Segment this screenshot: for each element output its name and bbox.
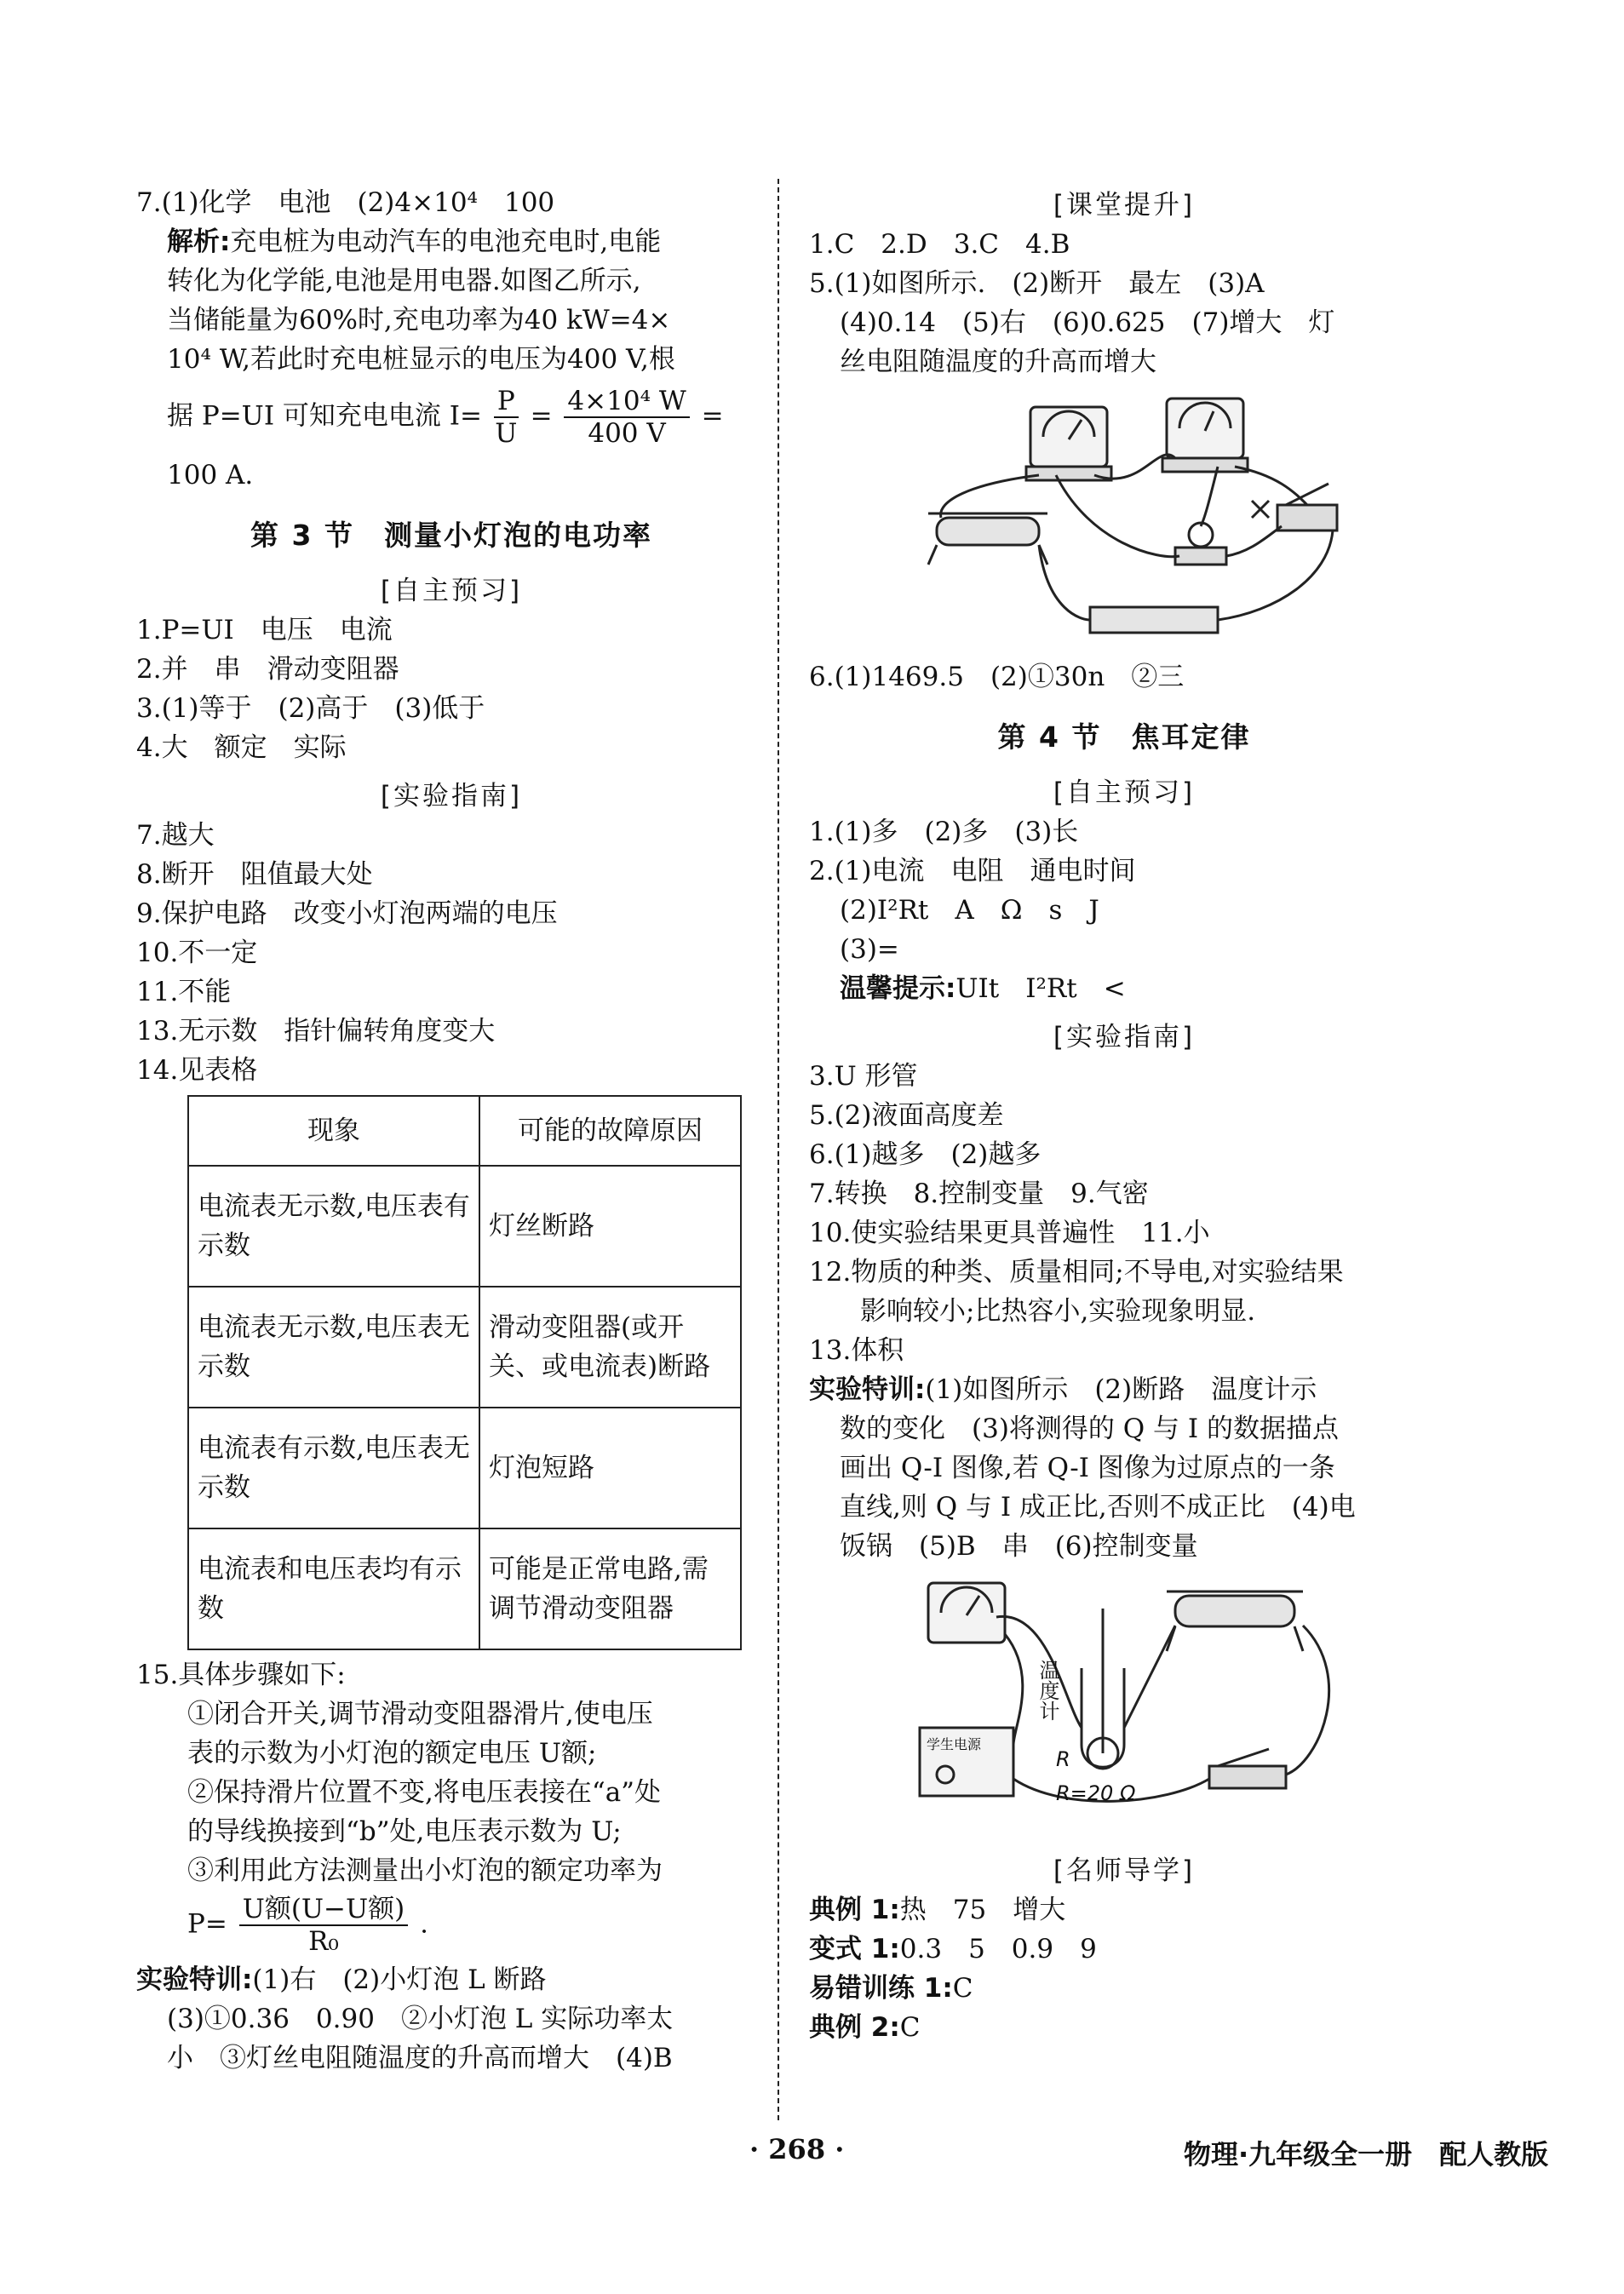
table-row xyxy=(188,1166,741,1287)
circuit-diagram-1 xyxy=(920,390,1380,645)
answer-line: (3)= xyxy=(840,934,899,965)
answer-line: 数的变化 (3)将测得的 Q 与 I 的数据描点 xyxy=(840,1414,1339,1444)
answer-line: 表的示数为小灯泡的额定电压 U额; xyxy=(187,1738,597,1769)
table-cell: 电流表和电压表均有示数 xyxy=(188,1528,479,1649)
teacher-line: 易错训练 1:C xyxy=(809,1973,973,2004)
fraction: $\frac{P}{U}$ xyxy=(495,386,518,449)
table-cell: 滑动变阻器(或开关、或电流表)断路 xyxy=(479,1287,741,1408)
q7-analysis: 解析:充电桩为电动汽车的电池充电时,电能 xyxy=(167,227,662,257)
book-title: 物理·九年级全一册 配人教版 xyxy=(1184,2138,1549,2171)
table-header: 可能的故障原因 xyxy=(479,1096,741,1166)
training-label: 实验特训: xyxy=(809,1374,926,1405)
answer-line: 丝电阻随温度的升高而增大 xyxy=(840,347,1156,377)
answer-line: 直线,则 Q 与 I 成正比,否则不成正比 (4)电 xyxy=(840,1492,1356,1523)
answer-line: (2)I²Rt A Ω s J xyxy=(840,895,1099,926)
table-cell: 电流表无示数,电压表有示数 xyxy=(188,1166,479,1287)
table-row xyxy=(188,1528,741,1649)
teacher-line: 变式 1:0.3 5 0.9 9 xyxy=(809,1934,1097,1964)
teacher-line: 典例 1:热 75 增大 xyxy=(809,1895,1066,1925)
table-row xyxy=(188,1287,741,1408)
q7-answer: 7.(1)化学 电池 (2)4×10⁴ 100 xyxy=(136,187,555,218)
answer-line: 5.(1)如图所示. (2)断开 最左 (3)A xyxy=(809,268,1265,299)
answer-line: 1.C 2.D 3.C 4.B xyxy=(809,229,1070,260)
analysis-label: 解析: xyxy=(167,227,231,257)
class-heading: [课堂提升] xyxy=(1053,190,1196,221)
answer-line: 小 ③灯丝电阻随温度的升高而增大 (4)B xyxy=(167,2043,673,2073)
tip-label: 温馨提示: xyxy=(840,973,956,1004)
right-column xyxy=(809,183,1439,2047)
answer-line: ①闭合开关,调节滑动变阻器滑片,使电压 xyxy=(187,1699,653,1729)
answer-line: 的导线换接到“b”处,电压表示数为 U; xyxy=(187,1816,622,1847)
tip-line: 温馨提示:UIt I²Rt < xyxy=(840,973,1126,1004)
answer-line: 13.无示数 指针偏转角度变大 xyxy=(136,1016,496,1047)
answer-line: 1.(1)多 (2)多 (3)长 xyxy=(809,817,1079,847)
answer-line: 影响较小;比热容小,实验现象明显. xyxy=(860,1296,1256,1327)
resistance-value: R=20 Ω xyxy=(1056,1781,1136,1805)
table-cell: 灯丝断路 xyxy=(479,1166,741,1287)
table-header: 现象 xyxy=(188,1096,479,1166)
guide-heading: [实验指南] xyxy=(1053,1022,1196,1052)
power-formula: P= $\frac{\text{U额(U−U额)}}{\text{R₀}}$ . xyxy=(187,1894,428,1957)
answer-line: 画出 Q-I 图像,若 Q-I 图像为过原点的一条 xyxy=(840,1453,1335,1483)
teacher-line: 典例 2:C xyxy=(809,2012,921,2043)
answer-line: (4)0.14 (5)右 (6)0.625 (7)增大 灯 xyxy=(840,307,1335,338)
analysis-line: 转化为化学能,电池是用电器.如图乙所示, xyxy=(167,266,641,296)
analysis-result: 100 A. xyxy=(167,460,254,490)
page-number: · 268 · xyxy=(749,2133,845,2165)
answer-line: 13.体积 xyxy=(809,1335,904,1366)
analysis-line: 当储能量为60%时,充电功率为40 kW=4× xyxy=(167,305,671,335)
teacher-heading: [名师导学] xyxy=(1053,1855,1196,1886)
answer-line: 1.P=UI 电压 电流 xyxy=(136,615,393,645)
power-supply-label: 学生电源 xyxy=(927,1736,982,1752)
current-formula: 据 P=UI 可知充电电流 I= $\frac{P}{U}$ = $\frac{\text{4×10⁴ W}}{400 V}$ = xyxy=(167,386,724,449)
table-header-row xyxy=(188,1096,741,1166)
answer-line: 3.(1)等于 (2)高于 (3)低于 xyxy=(136,693,485,724)
answer-line: 12.物质的种类、质量相同;不导电,对实验结果 xyxy=(809,1257,1344,1288)
answer-line: (3)①0.36 0.90 ②小灯泡 L 实际功率太 xyxy=(167,2004,674,2034)
table-cell: 可能是正常电路,需调节滑动变阻器 xyxy=(479,1528,741,1649)
answer-line: ③利用此方法测量出小灯泡的额定功率为 xyxy=(187,1855,663,1886)
table-row xyxy=(188,1408,741,1528)
table-cell: 灯泡短路 xyxy=(479,1408,741,1528)
answer-line: 5.(2)液面高度差 xyxy=(809,1100,1004,1131)
guide-heading: [实验指南] xyxy=(380,781,523,812)
preview-heading: [自主预习] xyxy=(1053,777,1196,808)
left-column xyxy=(136,183,766,2078)
resistor-label: R xyxy=(1056,1747,1070,1771)
answer-line: 4.大 额定 实际 xyxy=(136,732,347,763)
thermometer-label: 温度计 xyxy=(1036,1660,1059,1721)
section-3-title: 第 3 节 测量小灯泡的电功率 xyxy=(250,519,652,552)
answer-line: 6.(1)1469.5 (2)①30n ②三 xyxy=(809,662,1185,692)
answer-line: 14.见表格 xyxy=(136,1055,258,1086)
preview-heading: [自主预习] xyxy=(380,576,523,606)
answer-line: 6.(1)越多 (2)越多 xyxy=(809,1139,1042,1170)
answer-line: 2.(1)电流 电阻 通电时间 xyxy=(809,856,1136,886)
answer-line: 饭锅 (5)B 串 (6)控制变量 xyxy=(840,1531,1198,1562)
answer-line: 9.保护电路 改变小灯泡两端的电压 xyxy=(136,898,558,929)
answer-line: 7.转换 8.控制变量 9.气密 xyxy=(809,1179,1149,1209)
fraction: $\frac{\text{4×10⁴ W}}{400 V}$ xyxy=(564,386,689,449)
answer-line: ②保持滑片位置不变,将电压表接在“a”处 xyxy=(187,1777,662,1808)
analysis-line: 10⁴ W,若此时充电桩显示的电压为400 V,根 xyxy=(167,344,675,375)
fault-table xyxy=(187,1095,742,1650)
answer-line: 3.U 形管 xyxy=(809,1061,918,1092)
column-divider xyxy=(778,179,779,2120)
training-label: 实验特训: xyxy=(136,1964,253,1995)
section-4-title: 第 4 节 焦耳定律 xyxy=(997,720,1251,754)
answer-line: 10.不一定 xyxy=(136,938,258,968)
training-line: 实验特训:(1)如图所示 (2)断路 温度计示 xyxy=(809,1374,1317,1405)
answer-line: 7.越大 xyxy=(136,820,215,851)
table-cell: 电流表无示数,电压表无示数 xyxy=(188,1287,479,1408)
answer-line: 11.不能 xyxy=(136,977,232,1007)
answer-line: 8.断开 阻值最大处 xyxy=(136,859,373,890)
fraction: $\frac{\text{U额(U−U额)}}{\text{R₀}}$ xyxy=(239,1894,409,1957)
table-cell: 电流表有示数,电压表无示数 xyxy=(188,1408,479,1528)
answer-line: 10.使实验结果更具普遍性 11.小 xyxy=(809,1218,1210,1248)
training-line: 实验特训:(1)右 (2)小灯泡 L 断路 xyxy=(136,1964,547,1995)
answer-line: 15.具体步骤如下: xyxy=(136,1660,346,1690)
answer-line: 2.并 串 滑动变阻器 xyxy=(136,654,399,685)
circuit-diagram-2 xyxy=(911,1574,1388,1830)
